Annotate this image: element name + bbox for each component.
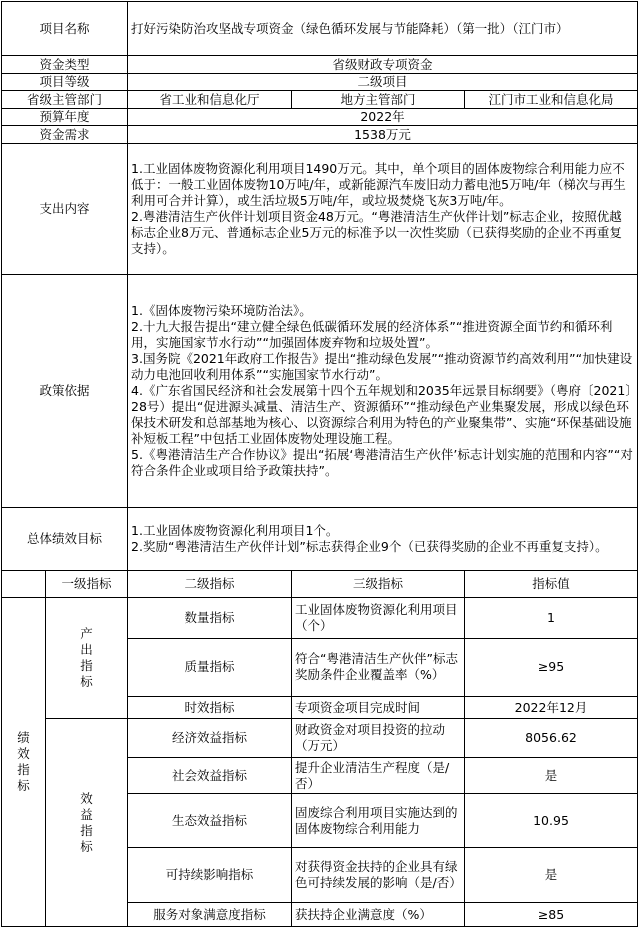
performance-target-table [1,1,638,927]
department-row [2,91,638,108]
indicator-level2: 时效指标 [128,696,292,719]
expenditure-row [2,143,638,275]
indicator-level2: 经济效益指标 [128,719,292,758]
indicator-level3: 获扶持企业满意度（%） [292,903,465,927]
indicator-level2: 社会效益指标 [128,758,292,794]
fund-type-row [2,56,638,73]
indicator-value: ≥95 [465,639,638,697]
fund-demand-row [2,126,638,143]
budget-year-row [2,108,638,125]
project-level-row [2,73,638,90]
local-dept-value: 江门市工业和信息化局 [465,91,638,108]
project-name-label: 项目名称 [2,2,128,56]
header-level3: 三级指标 [292,571,465,598]
project-level-label: 项目等级 [2,73,128,90]
indicator-header-row [2,571,638,598]
output-indicator-label: 产 出 指 标 [46,598,128,719]
expenditure-text: 1.工业固体废物资源化利用项目1490万元。其中，单个项目的固体废物综合利用能力应不低于：一般工业固体废物10万吨/年，或新能源汽车废旧动力蓄电池5万吨/年（梯次与再生利用可合并计算），或生活垃圾5万吨/年，或垃圾焚烧飞灰3万吨/年。 2.粤港清洁生产伙伴计划项目资金48万元。“粤港清洁生产伙伴计划”标志企业，按照优越标志企业8万元、普通标志企业5万元的标准予以一次性奖励（已获得奖励的企业不再重复支持）。 [128,143,638,275]
indicator-level3: 工业固体废物资源化利用项目（个） [292,598,465,639]
indicator-level3: 符合“粤港清洁生产伙伴”标志奖励条件企业覆盖率（%） [292,639,465,697]
indicator-level3: 对获得资金扶持的企业具有绿色可持续发展的影响（是/否） [292,847,465,903]
indicator-value: 是 [465,758,638,794]
policy-text: 1.《固体废物污染环境防治法》。 2.十九大报告提出“建立健全绿色低碳循环发展的经济体系”“推进资源全面节约和循环利用，实施国家节水行动”“加强固体废弃物和垃圾处置”。 3.国务院《2021年政府工作报告》提出“推动绿色发展”“推动资源节约高效利用”“加快建设动力电池回收利用体系”“实施国家节水行动”。 4.《广东省国民经济和社会发展第十四个五年规划和2035年远景目标纲要》（粤府〔2021〕28号）提出“促进源头减量、清洁生产、资源循环”“推动绿色产业集聚发展，形成以绿色环保技术研发和总部基地为核心、以资源综合利用为特色的产业聚集带”、实施“环保基础设施补短板工程”中包括工业固体废物处理设施工程。 5.《粤港清洁生产合作协议》提出“拓展‘粤港清洁生产伙伴’标志计划实施的范围和内容”“对符合条件企业或项目给予政策扶持”。 [128,275,638,507]
table-row [2,719,638,758]
fund-type-label: 资金类型 [2,56,128,73]
fund-demand-label: 资金需求 [2,126,128,143]
indicator-value: 是 [465,847,638,903]
indicator-level3: 固废综合利用项目实施达到的固体废物综合利用能力 [292,794,465,847]
indicator-value: 8056.62 [465,719,638,758]
header-level1: 一级指标 [46,571,128,598]
indicator-level2: 数量指标 [128,598,292,639]
overall-goal-label: 总体绩效目标 [2,507,128,571]
budget-year-value: 2022年 [128,108,638,125]
indicator-value: 2022年12月 [465,696,638,719]
overall-goal-text: 1.工业固体废物资源化利用项目1个。 2.奖励“粤港清洁生产伙伴计划”标志获得企业9个（已获得奖励的企业不再重复支持）。 [128,507,638,571]
indicator-level2: 服务对象满意度指标 [128,903,292,927]
indicator-level2: 质量指标 [128,639,292,697]
header-blank [2,571,46,598]
provincial-dept-value: 省工业和信息化厅 [128,91,292,108]
indicator-level3: 专项资金项目完成时间 [292,696,465,719]
policy-label: 政策依据 [2,275,128,507]
header-level2: 二级指标 [128,571,292,598]
indicator-level2: 可持续影响指标 [128,847,292,903]
indicator-level3: 提升企业清洁生产程度（是/否） [292,758,465,794]
header-value: 指标值 [465,571,638,598]
overall-goal-row [2,507,638,571]
indicator-value: 1 [465,598,638,639]
benefit-indicator-label: 效 益 指 标 [46,719,128,927]
local-dept-label: 地方主管部门 [292,91,465,108]
project-name-value: 打好污染防治攻坚战专项资金（绿色循环发展与节能降耗）（第一批）（江门市） [128,2,638,56]
policy-row [2,275,638,507]
project-name-row [2,2,638,56]
performance-indicator-label: 绩 效 指 标 [2,598,46,927]
indicator-level3: 财政资金对项目投资的拉动（万元） [292,719,465,758]
fund-type-value: 省级财政专项资金 [128,56,638,73]
provincial-dept-label: 省级主管部门 [2,91,128,108]
indicator-value: ≥85 [465,903,638,927]
budget-year-label: 预算年度 [2,108,128,125]
project-level-value: 二级项目 [128,73,638,90]
fund-demand-value: 1538万元 [128,126,638,143]
indicator-level2: 生态效益指标 [128,794,292,847]
table-row [2,598,638,639]
expenditure-label: 支出内容 [2,143,128,275]
indicator-value: 10.95 [465,794,638,847]
